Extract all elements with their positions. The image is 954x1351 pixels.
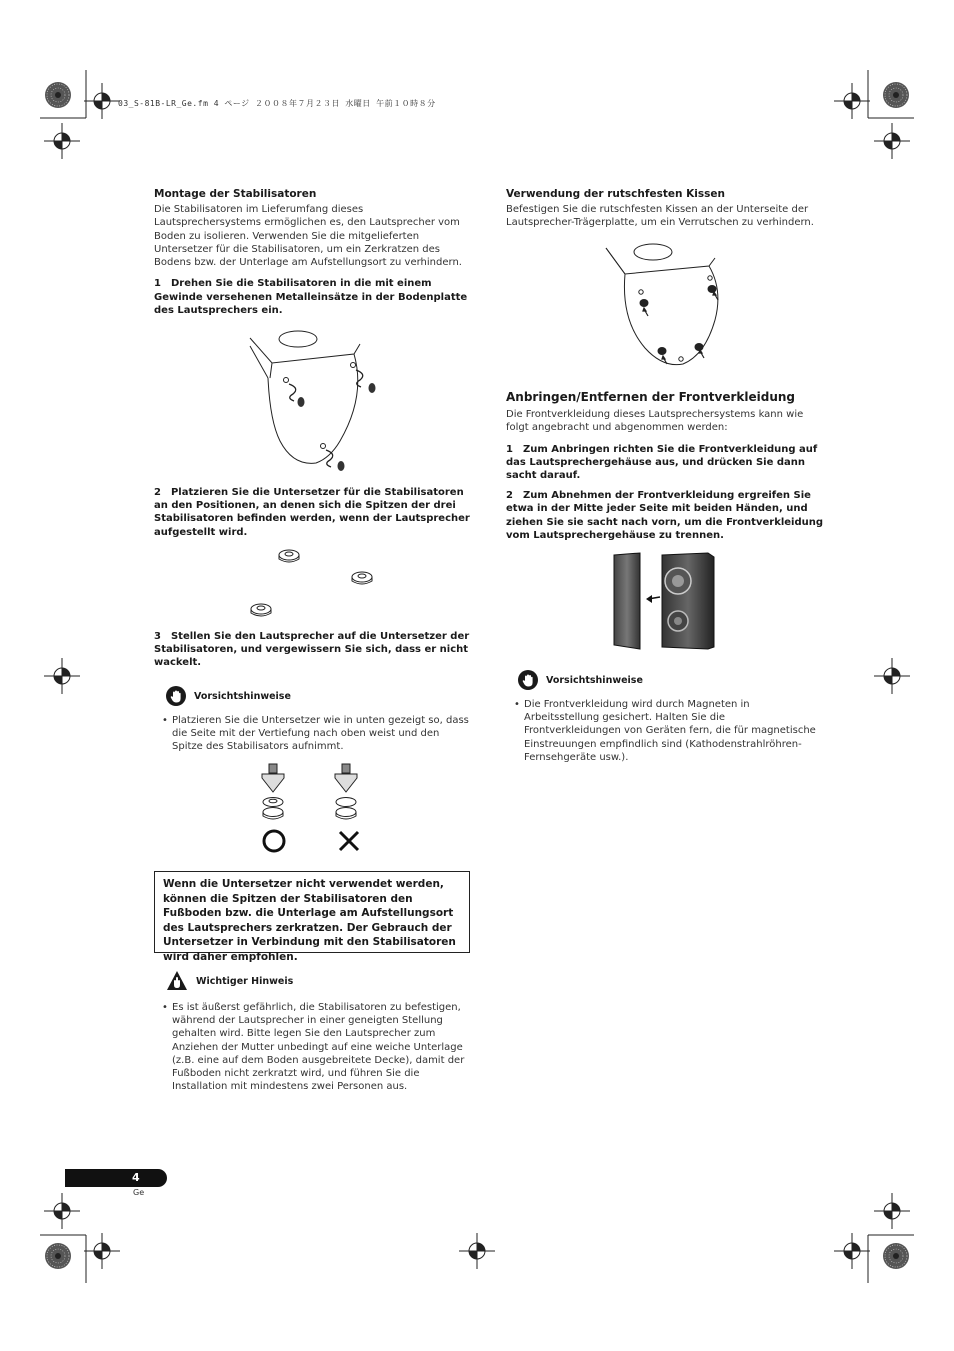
- step-attach: [506, 443, 824, 483]
- right-column: [506, 188, 824, 230]
- correct-circle-icon: [261, 828, 287, 854]
- anti-slip-pads-illustration: [603, 240, 728, 370]
- left-step2: [154, 486, 472, 539]
- caution-heading-left: [166, 686, 291, 706]
- section-title-pads: Verwendung der rutschfesten Kissen: [506, 188, 725, 200]
- step-remove: [506, 489, 824, 542]
- language-code: Ge: [133, 1188, 145, 1197]
- front-grille-illustration: [612, 551, 718, 651]
- caution-bullet: • Die Frontverkleidung wird durch Magneten in Arbeitsstellung gesichert. Halten Sie die Frontverkleidungen von Geräten fern, die für magnetische Einstreuungen empfindlich sind (Kathodenstrahlröhren-Fernsehgeräte usw.).: [506, 698, 824, 764]
- stabilizers-intro: Die Stabilisatoren im Lieferumfang dieses Lautsprechersystems ermöglichen es, den Lautsprecher vom Boden zu isolieren. Verwenden Sie die mitgelieferten Untersetzer für die Stabilisatoren, um ein Zerkratzen des Bodens bzw. der Unterlage am Aufstellungsort zu verhindern.: [154, 204, 462, 269]
- caution-left-body: [154, 714, 472, 754]
- step-number: 3: [154, 631, 161, 642]
- pads-intro: Befestigen Sie die rutschfesten Kissen an der Unterseite der Lautsprecher-Trägerplatte, um ein Verrutschen zu verhindern.: [506, 204, 814, 229]
- section-title-stabilizers: Montage der Stabilisatoren: [154, 188, 317, 200]
- left-step3: [154, 630, 472, 670]
- right-section3: [506, 390, 824, 542]
- step-text: Platzieren Sie die Untersetzer für die Stabilisatoren an den Positionen, an denen sich die Spitzen der drei Stabilisatoren befinden werden, wenn der Lautsprecher aufgestellt wird.: [154, 487, 470, 538]
- step-text: Zum Abnehmen der Frontverkleidung ergreifen Sie etwa in der Mitte jeder Seite mit beiden Händen, und ziehen Sie sie sacht nach vorn, um die Frontverkleidung vom Lautsprechergehäuse zu trennen.: [506, 490, 824, 541]
- step-3: [154, 630, 472, 670]
- page-tab: [65, 1169, 167, 1187]
- step-2: [154, 486, 472, 539]
- step-number: 2: [506, 490, 513, 502]
- warning-box: Wenn die Untersetzer nicht verwendet werden, können die Spitzen der Stabilisatoren den Fußboden bzw. die Unterlage am Aufstellungsort des Lautsprechers zerkratzen. Der Gebrauch der Untersetzer in Verbindung mit den Stabilisatoren wird daher empfohlen.: [154, 871, 470, 953]
- important-hand-icon: [166, 970, 188, 992]
- spike-shoes-illustration: [245, 546, 380, 622]
- step-number: 1: [506, 443, 513, 455]
- step-text: Zum Anbringen richten Sie die Frontverkleidung auf das Lautsprechergehäuse aus, und drücken Sie dann sacht darauf.: [506, 443, 818, 481]
- page-number: 4: [132, 1171, 140, 1184]
- caution-bullet: • Platzieren Sie die Untersetzer wie in unten gezeigt so, dass die Seite mit der Vertiefung nach oben weist und den Spitze des Stabilisators aufnimmt.: [154, 714, 472, 754]
- caution-right-body: [506, 698, 824, 764]
- hand-caution-icon: [518, 670, 538, 690]
- important-body: [154, 1001, 472, 1093]
- caution-heading-right: [518, 670, 643, 690]
- left-column: [154, 188, 472, 317]
- important-title: Wichtiger Hinweis: [196, 975, 294, 987]
- caution-title: Vorsichtshinweise: [546, 674, 643, 686]
- step-text: Stellen Sie den Lautsprecher auf die Untersetzer der Stabilisatoren, und vergewissern Sie sich, dass er nicht wackelt.: [154, 631, 470, 669]
- wrong-cross-icon: [336, 828, 362, 854]
- step-number: 2: [154, 487, 161, 498]
- file-header: 03_S-81B-LR_Ge.fm 4 ページ ２００８年７月２３日 水曜日 午前１０時８分: [118, 99, 436, 108]
- hand-caution-icon: [166, 686, 186, 706]
- important-heading: [166, 970, 293, 992]
- important-bullet: • Es ist äußerst gefährlich, die Stabilisatoren zu befestigen, während der Lautsprecher in einer geneigten Stellung gehalten wird. Bitte legen Sie den Lautsprecher zum Anziehen der Mutter unbedingt auf eine weiche Unterlage (z.B. eine auf dem Boden ausgebreitete Decke), damit der Fußboden nicht zerkratzt wird, und führen Sie die Installation mit mindestens zwei Personen aus.: [154, 1001, 472, 1093]
- section-title-front-grille: Anbringen/Entfernen der Frontverkleidung: [506, 390, 795, 404]
- stabilizer-install-illustration: [248, 326, 388, 476]
- step-number: 1: [154, 278, 161, 290]
- front-grille-intro: Die Frontverkleidung dieses Lautsprechersystems kann wie folgt angebracht und abgenommen werden:: [506, 409, 804, 434]
- step-text: Drehen Sie die Stabilisatoren in die mit einem Gewinde versehenen Metalleinsätze in der Bodenplatte des Lautsprechers ein.: [154, 278, 468, 316]
- step-1: [154, 277, 472, 317]
- caution-title: Vorsichtshinweise: [194, 690, 291, 702]
